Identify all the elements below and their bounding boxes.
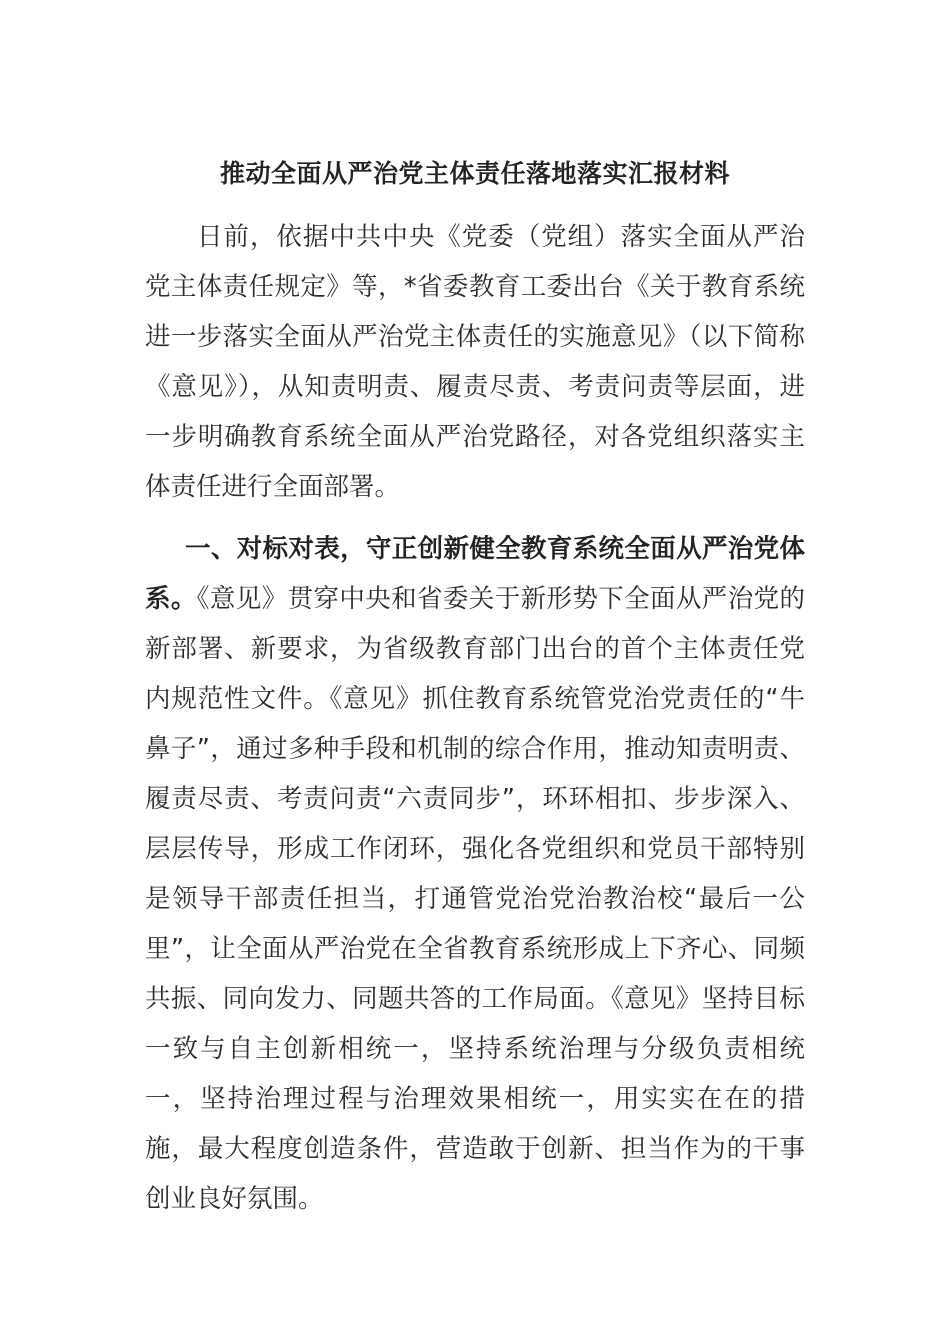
paragraph-section-1 (145, 524, 805, 1224)
paragraph-intro: 日前，依据中共中央《党委（党组）落实全面从严治党主体责任规定》等，*省委教育工委出台《关于教育系统进一步落实全面从严治党主体责任的实施意见》（以下简称《意见》），从知责明责、履责尽责、考责问责等层面，进一步明确教育系统全面从严治党路径，对各党组织落实主体责任进行全面部署。 (145, 222, 805, 502)
section-1-heading: 一、对标对表，守正创新健全教育系统全面从严治党体系。 (145, 534, 805, 614)
document-title: 推动全面从严治党主体责任落地落实汇报材料 (219, 159, 730, 188)
section-1-body: 《意见》贯穿中央和省委关于新形势下全面从严治党的新部署、新要求，为省级教育部门出台的首个主体责任党内规范性文件。《意见》抓住教育系统管党治党责任的“牛鼻子”，通过多种手段和机制的综合作用，推动知责明责、履责尽责、考责问责“六责同步”，环环相扣、步步深入、层层传导，形成工作闭环，强化各党组织和党员干部特别是领导干部责任担当，打通管党治党治教治校“最后一公里”，让全面从严治党在全省教育系统形成上下齐心、同频共振、同向发力、同题共答的工作局面。《意见》坚持目标一致与自主创新相统一，坚持系统治理与分级负责相统一，坚持治理过程与治理效果相统一，用实实在在的措施，最大程度创造条件，营造敢于创新、担当作为的干事创业良好氛围。 (145, 584, 805, 1214)
